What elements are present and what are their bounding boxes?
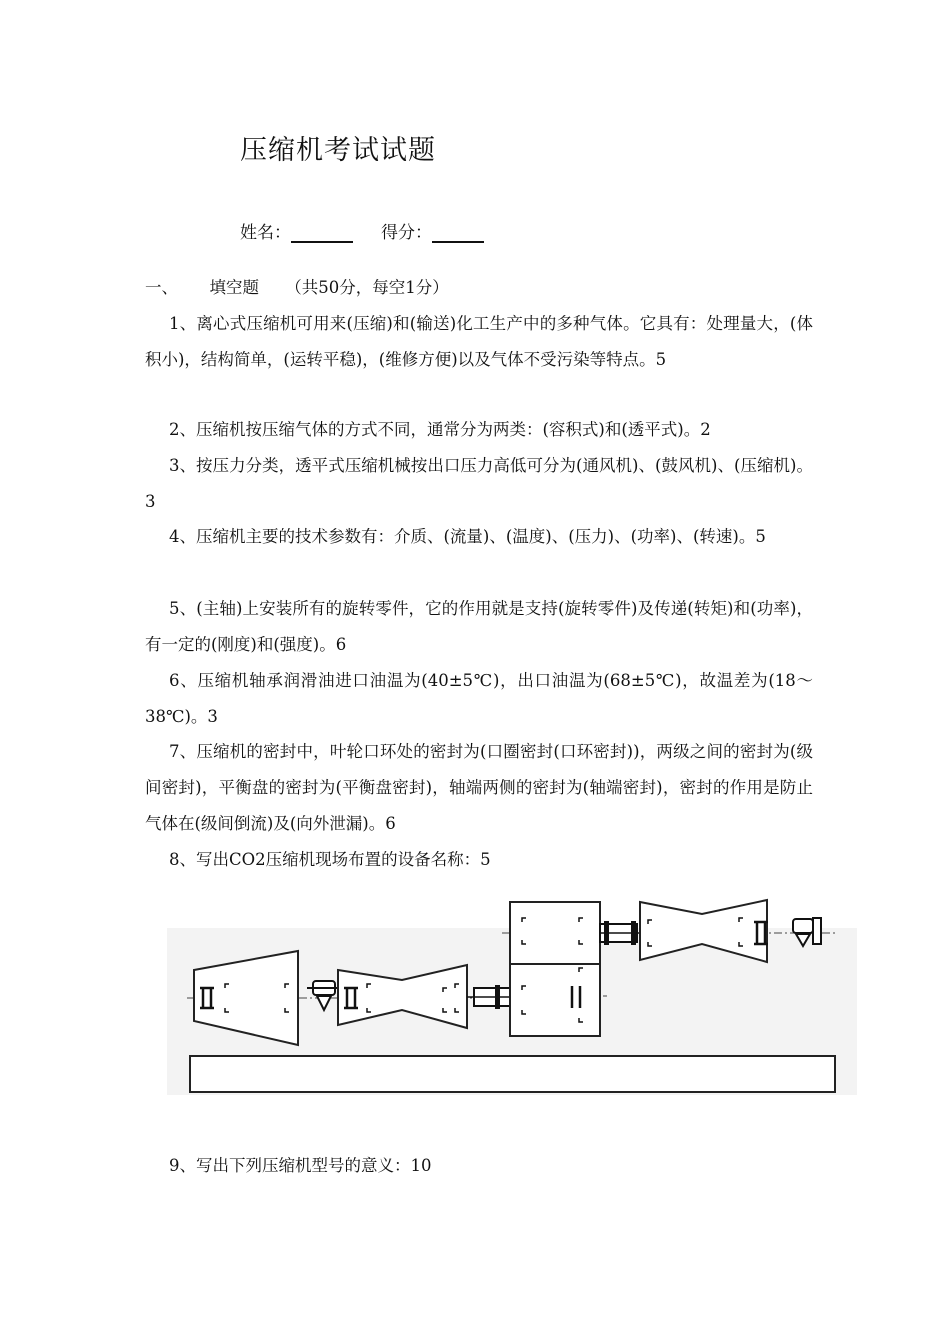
section-note: （共50分，每空1分） xyxy=(285,278,449,297)
name-blank xyxy=(291,223,353,243)
question-8: 8、写出CO2压缩机现场布置的设备名称：5 xyxy=(169,850,491,869)
section-heading xyxy=(145,274,449,298)
question-3: 3、按压力分类，透平式压缩机械按出口压力高低可分为(通风机)、(鼓风机)、(压缩机)。3 xyxy=(145,456,813,511)
score-label: 得分： xyxy=(381,223,432,243)
question-2: 2、压缩机按压缩气体的方式不同，通常分为两类：(容积式)和(透平式)。2 xyxy=(169,420,711,439)
question-4: 4、压缩机主要的技术参数有：介质、(流量)、(温度)、(压力)、(功率)、(转速)。5 xyxy=(169,527,766,546)
student-info-row xyxy=(240,218,484,243)
question-7: 7、压缩机的密封中，叶轮口环处的密封为(口圈密封(口环密封))，两级之间的密封为(级间密封)，平衡盘的密封为(平衡盘密封)，轴端两侧的密封为(轴端密封)，密封的作用是防止气体在(级间倒流)及(向外泄漏)。6 xyxy=(145,742,813,833)
co2-compressor-layout-diagram xyxy=(167,888,857,1095)
section-title: 填空题 xyxy=(209,278,259,297)
intermediate-shaft-1 xyxy=(467,985,512,1009)
score-blank xyxy=(432,223,484,243)
question-1: 1、离心式压缩机可用来(压缩)和(输送)化工生产中的多种气体。它具有：处理量大，(体积小)，结构简单，(运转平稳)，(维修方便)以及气体不受污染等特点。5 xyxy=(145,314,813,369)
intermediate-shaft-2 xyxy=(600,921,642,945)
gearbox xyxy=(510,902,600,1036)
name-label: 姓名： xyxy=(240,223,291,243)
question-5: 5、(主轴)上安装所有的旋转零件，它的作用就是支持(旋转零件)及传递(转矩)和(功率)，有一定的(刚度)和(强度)。6 xyxy=(145,599,813,654)
question-9: 9、写出下列压缩机型号的意义：10 xyxy=(169,1156,432,1175)
page-title: 压缩机考试试题 xyxy=(240,135,436,166)
question-6: 6、压缩机轴承润滑油进口油温为(40±5℃)，出口油温为(68±5℃)，故温差为(18～38℃)。3 xyxy=(145,671,813,726)
section-number: 一、 xyxy=(145,278,178,297)
layout-diagram-svg xyxy=(167,888,857,1095)
